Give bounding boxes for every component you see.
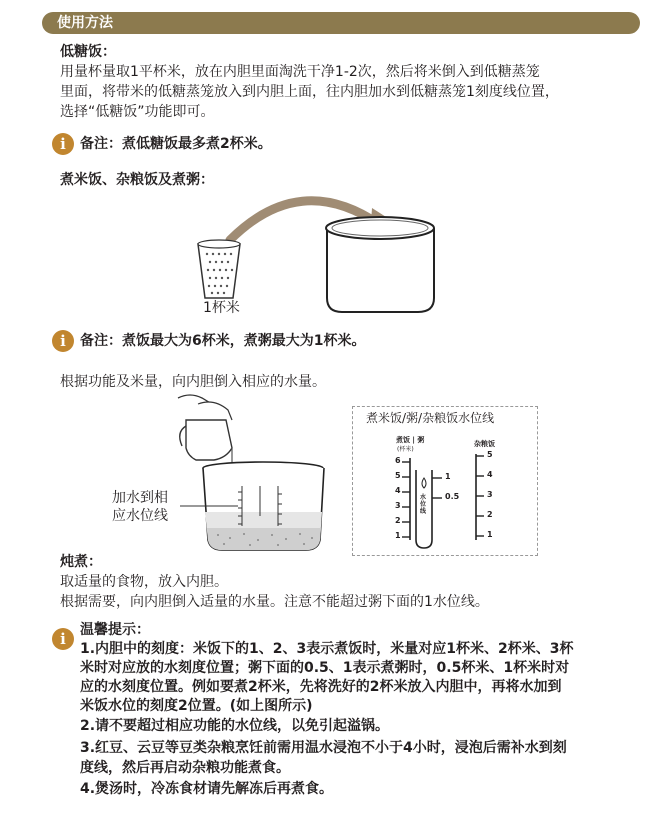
stew-line-1: 取适量的食物，放入内胆。 bbox=[60, 574, 228, 590]
pot-label-line-2: 应水位线 bbox=[112, 508, 168, 524]
stew-title: 炖煮： bbox=[60, 554, 102, 570]
tip-line: 1.内胆中的刻度：米饭下的1、2、3表示煮饭时，米量对应1杯米、2杯米、3杯 bbox=[80, 641, 574, 657]
stew-line-2: 根据需要，向内胆倒入适量的水量。注意不能超过粥下面的1水位线。 bbox=[60, 594, 489, 610]
cooking-title: 煮米饭、杂粮饭及煮粥： bbox=[60, 172, 214, 188]
note-low-sugar: 备注：煮低糖饭最多煮2杯米。 bbox=[80, 136, 272, 152]
rice-mark: 3 bbox=[395, 501, 401, 510]
low-sugar-title: 低糖饭： bbox=[60, 44, 116, 60]
grain-mark: 5 bbox=[487, 450, 493, 459]
pot-label-line-1: 加水到相 bbox=[112, 490, 168, 506]
col-rice-sub: (杯米) bbox=[397, 446, 414, 453]
tip-line: 米饭水位的刻度2位置。(如上图所示) bbox=[80, 698, 313, 714]
note-cooking-max: 备注：煮饭最大为6杯米，煮粥最大为1杯米。 bbox=[80, 333, 366, 349]
tip-line: 2.请不要超过相应功能的水位线，以免引起溢锅。 bbox=[80, 718, 390, 734]
grain-mark: 4 bbox=[487, 470, 493, 479]
info-icon: i bbox=[52, 330, 74, 352]
info-icon: i bbox=[52, 133, 74, 155]
water-instruction: 根据功能及米量，向内胆倒入相应的水量。 bbox=[60, 374, 326, 390]
tip-line: 米时对应放的水刻度位置；粥下面的0.5、1表示煮粥时，0.5杯米、1杯米时对 bbox=[80, 660, 570, 676]
rice-mark: 5 bbox=[395, 471, 401, 480]
section-title: 使用方法 bbox=[57, 15, 113, 31]
grain-mark: 2 bbox=[487, 510, 493, 519]
rice-mark: 1 bbox=[395, 531, 401, 540]
grain-mark: 1 bbox=[487, 530, 493, 539]
col-rice-porridge-header: 煮饭 | 粥 bbox=[396, 436, 425, 444]
tip-line: 度线，然后再启动杂粮功能煮食。 bbox=[80, 760, 290, 776]
info-icon: i bbox=[52, 628, 74, 650]
tips-title: 温馨提示： bbox=[80, 622, 150, 638]
porridge-mark: 1 bbox=[445, 472, 451, 481]
cup-label: 1杯米 bbox=[203, 300, 240, 316]
tip-line: 4.煲汤时，冷冻食材请先解冻后再煮食。 bbox=[80, 781, 334, 797]
rice-mark: 6 bbox=[395, 456, 401, 465]
tip-line: 3.红豆、云豆等豆类杂粮烹饪前需用温水浸泡不小于4小时，浸泡后需补水到刻 bbox=[80, 740, 567, 756]
tip-line: 应的水刻度位置。例如要煮2杯米，先将洗好的2杯米放入内胆中，再将水加到 bbox=[80, 679, 562, 695]
rice-mark: 2 bbox=[395, 516, 401, 525]
col-grain-header: 杂粮饭 bbox=[474, 440, 495, 448]
rice-mark: 4 bbox=[395, 486, 401, 495]
grain-mark: 3 bbox=[487, 490, 493, 499]
porridge-mark: 0.5 bbox=[445, 492, 460, 501]
low-sugar-line-3: 选择“低糖饭”功能即可。 bbox=[60, 104, 215, 120]
low-sugar-line-1: 用量杯量取1平杯米，放在内胆里面淘洗干净1-2次，然后将米倒入到低糖蒸笼 bbox=[60, 64, 540, 80]
scale-diagram-title: 煮米饭/粥/杂粮饭水位线 bbox=[366, 411, 495, 425]
porridge-center-label: 水位线 bbox=[420, 494, 427, 515]
low-sugar-line-2: 里面，将带米的低糖蒸笼放入到内胆上面，往内胆加水到低糖蒸笼1刻度线位置， bbox=[60, 84, 559, 100]
